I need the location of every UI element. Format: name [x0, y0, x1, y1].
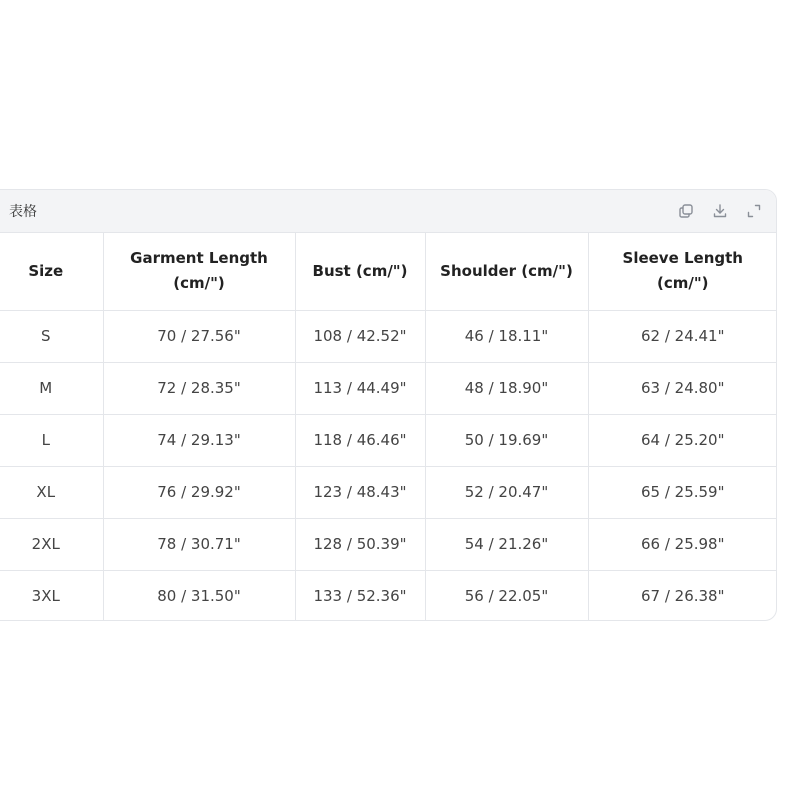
table-row	[0, 362, 777, 414]
table-cell: 118 / 46.46"	[295, 414, 425, 466]
table-cell: 56 / 22.05"	[425, 570, 588, 621]
column-header-garment-length: Garment Length (cm/")	[103, 233, 295, 310]
table-cell: 46 / 18.11"	[425, 310, 588, 362]
table-cell: 113 / 44.49"	[295, 362, 425, 414]
column-header-shoulder: Shoulder (cm/")	[425, 233, 588, 310]
table-cell: 128 / 50.39"	[295, 518, 425, 570]
table-cell: L	[0, 414, 103, 466]
column-header-bust: Bust (cm/")	[295, 233, 425, 310]
size-table	[0, 233, 777, 621]
column-header-sleeve-length: Sleeve Length (cm/")	[588, 233, 777, 310]
table-card	[0, 189, 777, 621]
table-cell: 133 / 52.36"	[295, 570, 425, 621]
toolbar	[676, 201, 764, 221]
table-cell: 123 / 48.43"	[295, 466, 425, 518]
table-cell: 72 / 28.35"	[103, 362, 295, 414]
table-row	[0, 466, 777, 518]
download-icon[interactable]	[710, 201, 730, 221]
table-cell: 3XL	[0, 570, 103, 621]
table-cell: S	[0, 310, 103, 362]
table-cell: 50 / 19.69"	[425, 414, 588, 466]
table-cell: 65 / 25.59"	[588, 466, 777, 518]
card-title: 表格	[9, 204, 37, 220]
table-row	[0, 310, 777, 362]
table-cell: 70 / 27.56"	[103, 310, 295, 362]
table-row	[0, 570, 777, 621]
table-cell: 48 / 18.90"	[425, 362, 588, 414]
table-cell: 74 / 29.13"	[103, 414, 295, 466]
table-row	[0, 518, 777, 570]
table-cell: 76 / 29.92"	[103, 466, 295, 518]
table-cell: 62 / 24.41"	[588, 310, 777, 362]
expand-icon[interactable]	[744, 201, 764, 221]
table-cell: 64 / 25.20"	[588, 414, 777, 466]
table-header-row	[0, 233, 777, 310]
table-cell: 52 / 20.47"	[425, 466, 588, 518]
table-cell: 67 / 26.38"	[640, 587, 725, 606]
card-header	[0, 190, 776, 233]
table-cell: 108 / 42.52"	[295, 310, 425, 362]
table-cell: 78 / 30.71"	[103, 518, 295, 570]
table-cell: 54 / 21.26"	[425, 518, 588, 570]
copy-icon[interactable]	[676, 201, 696, 221]
table-row	[0, 414, 777, 466]
table-cell: 63 / 24.80"	[588, 362, 777, 414]
table-cell: XL	[0, 466, 103, 518]
table-cell: 80 / 31.50"	[103, 570, 295, 621]
column-header-size: Size	[0, 233, 103, 310]
table-cell: 66 / 25.98"	[588, 518, 777, 570]
table-cell: M	[0, 362, 103, 414]
table-cell: 2XL	[0, 518, 103, 570]
